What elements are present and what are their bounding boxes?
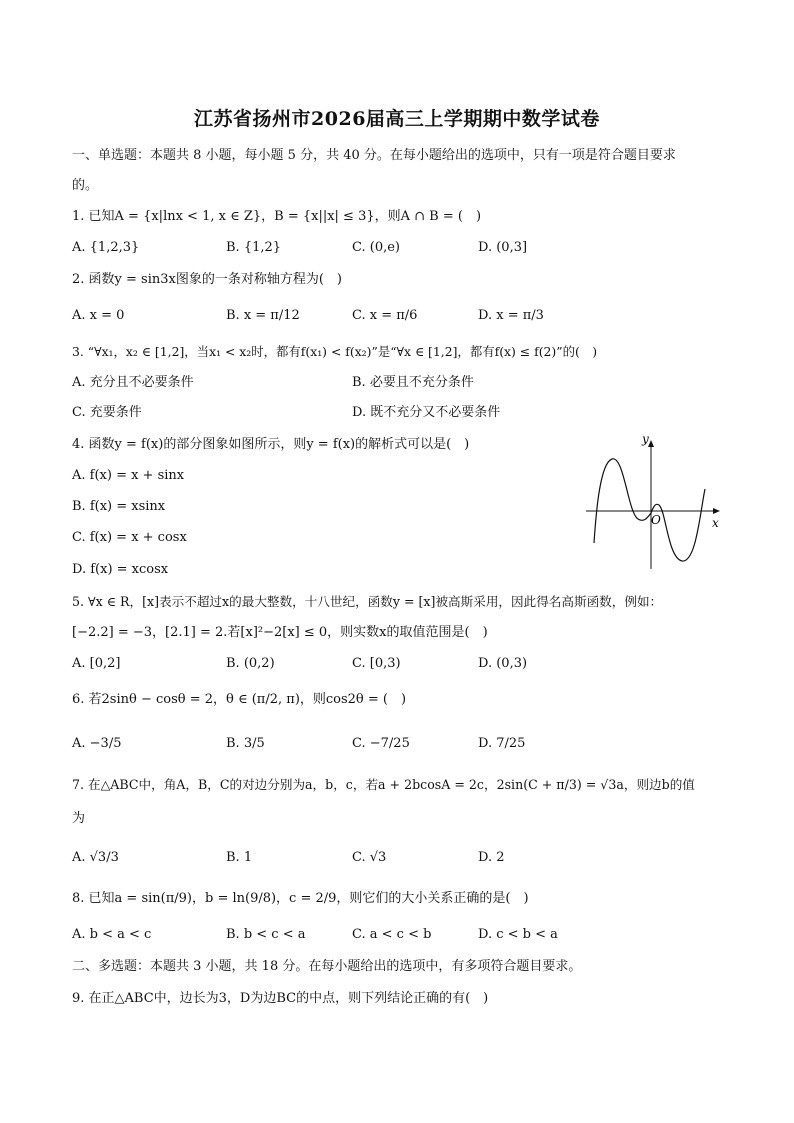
q8-option-a: A. b < a < c	[72, 927, 152, 942]
q6-option-a: A. −3/5	[72, 736, 122, 751]
origin-label: O	[651, 513, 661, 527]
q7-option-c: C. √3	[352, 850, 387, 865]
q5-stem: 5. ∀x ∈ R，[x]表示不超过x的最大整数，十八世纪，函数y = [x]被高斯采用，因此得名高斯函数，例如：	[72, 594, 663, 609]
q6-stem: 6. 若2sinθ − cosθ = 2，θ ∈ (π/2, π)，则cos2θ = ( )	[72, 692, 407, 707]
section1-heading-cont: 的。	[72, 178, 99, 193]
q2-option-a: A. x = 0	[72, 308, 125, 323]
q3-option-b: B. 必要且不充分条件	[352, 375, 474, 390]
q4-function-graph	[584, 433, 724, 573]
q4-option-a: A. f(x) = x + sinx	[72, 468, 185, 483]
q8-option-b: B. b < c < a	[226, 927, 306, 942]
q2-stem: 2. 函数y = sin3x图象的一条对称轴方程为( )	[72, 272, 342, 287]
q7-stem-cont: 为	[72, 811, 86, 826]
q4-option-b: B. f(x) = xsinx	[72, 499, 166, 514]
q3-option-c: C. 充要条件	[72, 405, 142, 420]
q7-stem: 7. 在△ABC中，角A，B，C的对边分别为a，b，c，若a + 2bcosA = 2c，2sin(C + π/3) = √3a，则边b的值	[72, 777, 695, 792]
q1-option-c: C. (0,e)	[352, 240, 400, 255]
y-axis-label: y	[642, 433, 649, 446]
q2-option-b: B. x = π/12	[226, 308, 300, 323]
q1-option-d: D. (0,3]	[478, 240, 528, 255]
q8-option-d: D. c < b < a	[478, 927, 558, 942]
q4-option-c: C. f(x) = x + cosx	[72, 530, 187, 545]
section2-heading: 二、多选题：本题共 3 小题，共 18 分。在每小题给出的选项中，有多项符合题目要求。	[72, 959, 582, 974]
q4-stem: 4. 函数y = f(x)的部分图象如图所示，则y = f(x)的解析式可以是( )	[72, 437, 470, 452]
q5-option-c: C. [0,3)	[352, 656, 401, 671]
q3-option-d: D. 既不充分又不必要条件	[352, 405, 501, 420]
q6-option-b: B. 3/5	[226, 736, 265, 751]
y-axis-arrow	[648, 440, 654, 447]
q6-option-c: C. −7/25	[352, 736, 410, 751]
q6-option-d: D. 7/25	[478, 736, 526, 751]
q8-stem: 8. 已知a = sin(π/9)，b = ln(9/8)，c = 2/9，则它们的大小关系正确的是( )	[72, 891, 529, 906]
q5-option-d: D. (0,3)	[478, 656, 528, 671]
function-curve	[594, 459, 705, 561]
q8-option-c: C. a < c < b	[352, 927, 432, 942]
q5-option-b: B. (0,2)	[226, 656, 275, 671]
section1-heading: 一、单选题：本题共 8 小题，每小题 5 分，共 40 分。在每小题给出的选项中，只有一项是符合题目要求	[72, 148, 676, 163]
page-title: 江苏省扬州市2026届高三上学期期中数学试卷	[194, 108, 600, 130]
q9-stem: 9. 在正△ABC中，边长为3，D为边BC的中点，则下列结论正确的有( )	[72, 991, 489, 1006]
q7-option-a: A. √3/3	[72, 850, 119, 865]
q1-option-b: B. {1,2}	[226, 240, 282, 255]
q7-option-d: D. 2	[478, 850, 505, 865]
q4-option-d: D. f(x) = xcosx	[72, 562, 169, 577]
q7-option-b: B. 1	[226, 850, 253, 865]
q5-stem-cont: [−2.2] = −3，[2.1] = 2.若[x]²−2[x] ≤ 0，则实数x的取值范围是( )	[72, 625, 488, 640]
q1-stem: 1. 已知A = {x|lnx < 1, x ∈ Z}，B = {x||x| ≤ 3}，则A ∩ B = ( )	[72, 209, 482, 224]
q3-stem: 3. “∀x₁，x₂ ∈ [1,2]，当x₁ < x₂时，都有f(x₁) < f(x₂)”是“∀x ∈ [1,2]，都有f(x) ≤ f(2)”的( )	[72, 344, 598, 359]
q5-option-a: A. [0,2]	[72, 656, 121, 671]
x-axis-label: x	[712, 516, 719, 530]
x-axis-arrow	[713, 508, 720, 514]
q2-option-d: D. x = π/3	[478, 308, 544, 323]
q2-option-c: C. x = π/6	[352, 308, 418, 323]
q1-option-a: A. {1,2,3}	[72, 240, 140, 255]
q3-option-a: A. 充分且不必要条件	[72, 375, 194, 390]
